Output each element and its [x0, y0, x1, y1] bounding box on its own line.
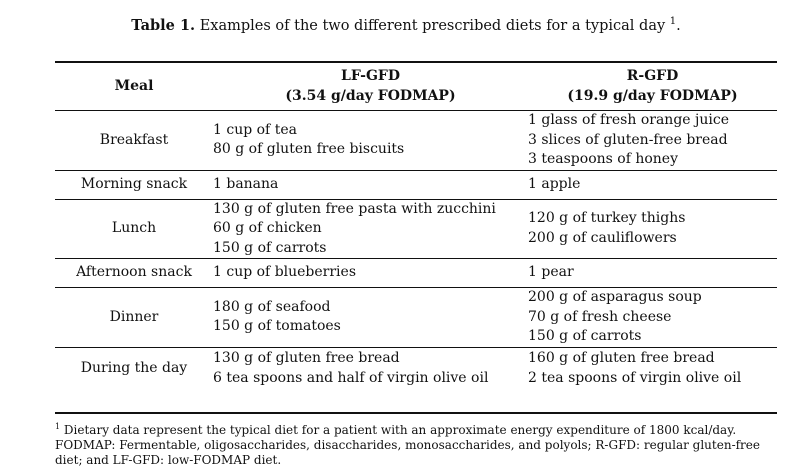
lf-gfd-cell [213, 199, 528, 259]
r-gfd-cell [528, 259, 777, 288]
meal-cell: Breakfast [99, 131, 169, 148]
header-lf-gfd [213, 62, 528, 111]
header-r-gfd-sub: (19.9 g/day FODMAP) [567, 87, 738, 104]
food-item: 70 g of fresh cheese [528, 308, 672, 325]
table-row [55, 288, 777, 348]
food-item: 120 g of turkey thighs [528, 210, 686, 227]
food-item: 3 slices of gluten-free bread [528, 131, 728, 148]
table-footnote [55, 419, 777, 468]
footnote-line-3: diet; and LF-GFD: low-FODMAP diet. [55, 453, 282, 467]
footnote-text-1: Dietary data represent the typical diet for a patient with an approximate energy expenditure of 1800 kcal/day. [63, 423, 737, 437]
lf-gfd-cell [213, 259, 528, 288]
food-item: 1 apple [528, 175, 581, 192]
table-body [55, 111, 777, 390]
footnote-line-1 [55, 419, 777, 438]
food-item: 80 g of gluten free biscuits [213, 141, 405, 158]
header-r-gfd-name: R-GFD [626, 68, 679, 84]
table-row [55, 259, 777, 288]
caption-footnote-ref: 1 [669, 16, 677, 27]
meal-cell: Afternoon snack [55, 259, 213, 288]
r-gfd-cell [528, 288, 777, 348]
r-gfd-cell [528, 170, 777, 199]
caption-text: Examples of the two different prescribed diets for a typical day [199, 17, 666, 34]
food-item: 6 tea spoons and half of virgin olive oil [213, 369, 489, 386]
caption-period: . [676, 17, 681, 34]
header-meal: Meal [114, 77, 154, 94]
lf-gfd-cell [213, 288, 528, 348]
food-item: 60 g of chicken [213, 220, 322, 236]
food-item: 1 banana [213, 175, 279, 192]
food-item: 2 tea spoons of virgin olive oil [528, 369, 742, 386]
food-item: 1 cup of blueberries [213, 264, 357, 281]
r-gfd-cell [528, 111, 777, 170]
meal-cell: Lunch [55, 199, 213, 259]
food-item: 1 cup of tea [213, 121, 297, 138]
table-caption [0, 16, 812, 34]
footnote-marker: 1 [55, 422, 61, 431]
meal-cell: During the day [55, 347, 213, 390]
food-item: 130 g of gluten free pasta with zucchini [213, 200, 496, 217]
lf-gfd-cell [213, 170, 528, 199]
food-item: 130 g of gluten free bread [213, 350, 400, 367]
food-item: 180 g of seafood [213, 298, 331, 315]
food-item: 150 g of carrots [213, 239, 327, 256]
food-item: 200 g of asparagus soup [528, 289, 702, 305]
food-item: 200 g of cauliflowers [528, 229, 677, 246]
header-r-gfd [528, 62, 777, 111]
caption-label: Table 1. [131, 16, 196, 34]
diet-table [55, 62, 777, 390]
table-row [55, 111, 777, 170]
food-item: 150 g of carrots [528, 328, 642, 344]
food-item: 160 g of gluten free bread [528, 350, 715, 367]
food-item: 3 teaspoons of honey [528, 151, 678, 167]
header-lf-gfd-name: LF-GFD [340, 68, 400, 84]
table-row [55, 347, 777, 390]
r-gfd-cell [528, 199, 777, 259]
table-row [55, 199, 777, 259]
meal-cell: Morning snack [55, 170, 213, 199]
food-item: 150 g of tomatoes [213, 318, 341, 335]
food-item: 1 glass of fresh orange juice [528, 112, 729, 128]
table-bottom-rule [55, 412, 777, 414]
lf-gfd-cell [213, 111, 528, 170]
footnote-line-2: FODMAP: Fermentable, oligosaccharides, disaccharides, monosaccharides, and polyols; R-GFD: regular gluten-free [55, 438, 760, 452]
table-header-row [55, 62, 777, 111]
meal-cell: Dinner [55, 288, 213, 348]
lf-gfd-cell [213, 347, 528, 390]
table-row [55, 170, 777, 199]
food-item: 1 pear [528, 264, 574, 281]
r-gfd-cell [528, 347, 777, 390]
header-lf-gfd-sub: (3.54 g/day FODMAP) [285, 87, 456, 104]
